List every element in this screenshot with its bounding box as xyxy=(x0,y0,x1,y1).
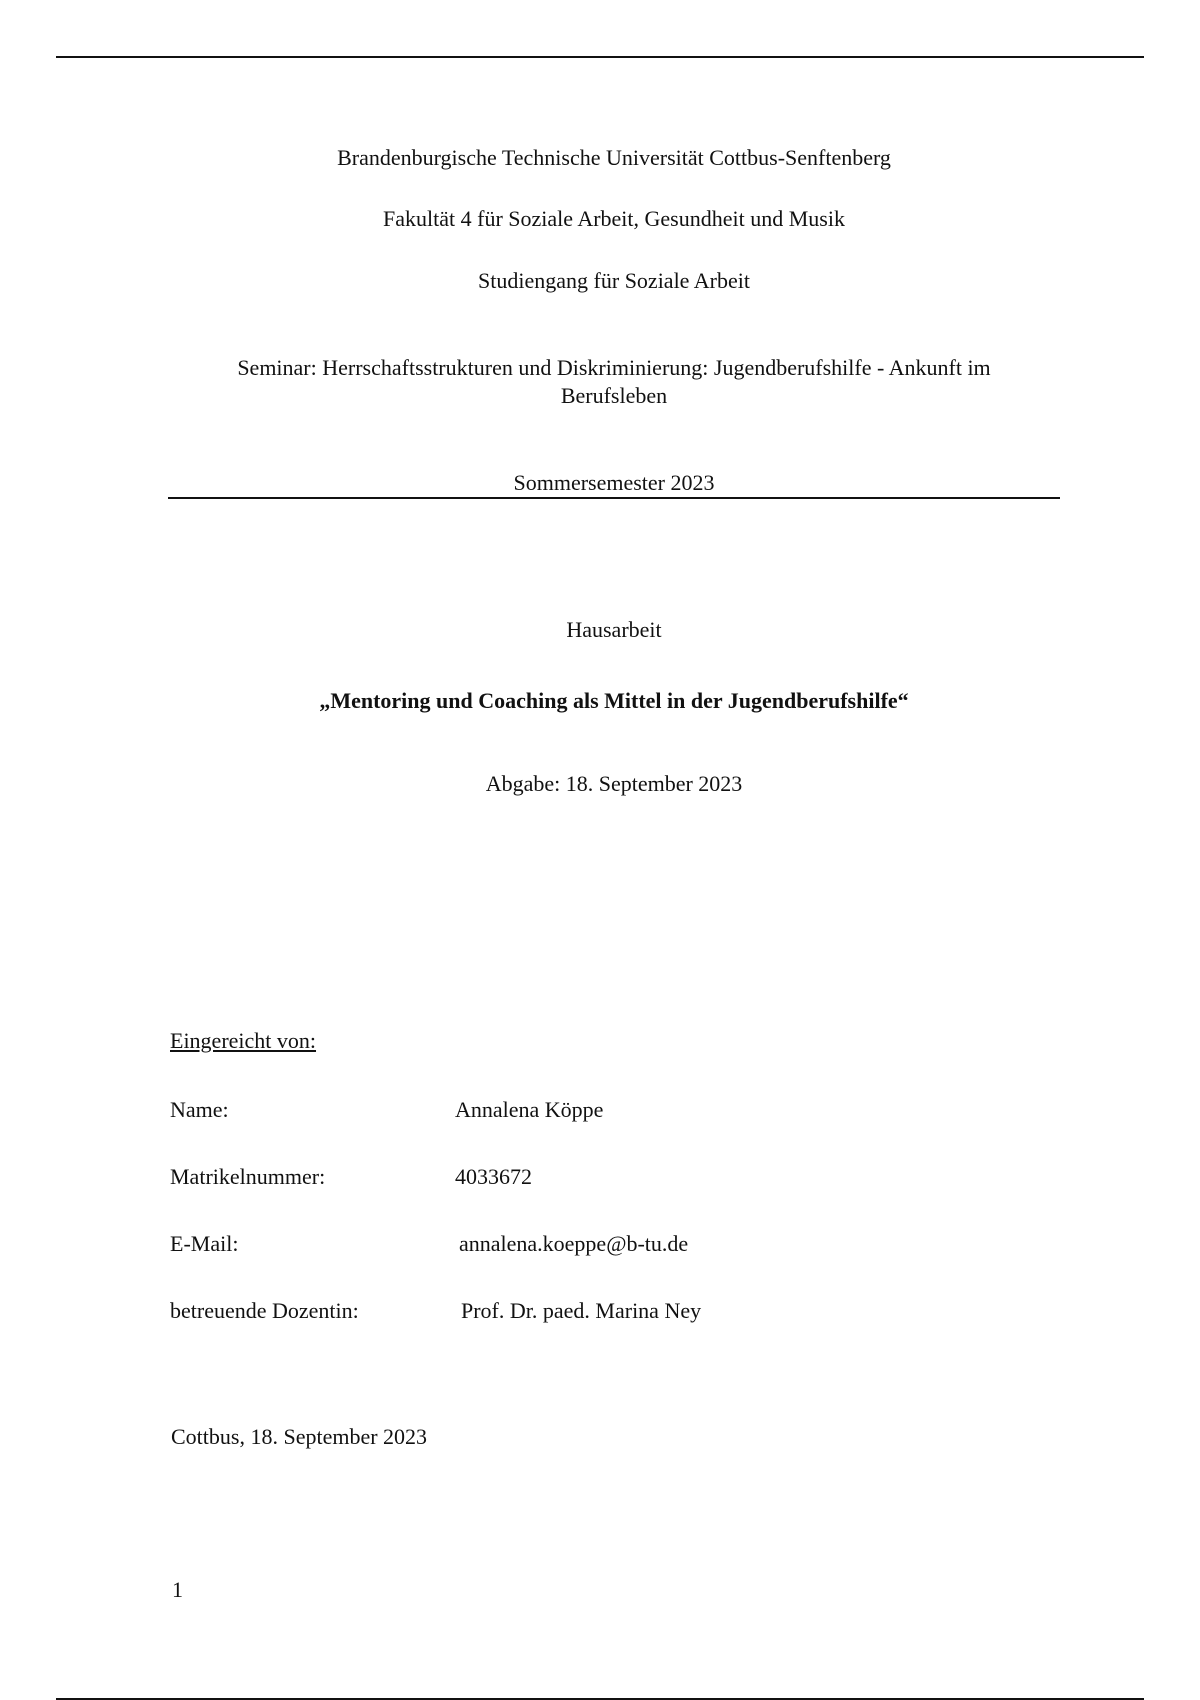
study-program: Studiengang für Soziale Arbeit xyxy=(478,268,750,293)
name-value: Annalena Köppe xyxy=(455,1097,604,1122)
section-rule xyxy=(168,497,1060,499)
submission-deadline: Abgabe: 18. September 2023 xyxy=(485,771,743,796)
seminar-title xyxy=(168,354,1060,410)
semester: Sommersemester 2023 xyxy=(513,470,715,495)
top-rule xyxy=(56,56,1144,58)
student-id-value: 4033672 xyxy=(455,1164,532,1189)
student-id-label: Matrikelnummer: xyxy=(170,1164,326,1189)
seminar-title-line-2: Berufsleben xyxy=(560,383,668,408)
email-value: annalena.koeppe@b-tu.de xyxy=(459,1231,689,1256)
submitted-by-heading: Eingereicht von: xyxy=(170,1028,317,1053)
page-number: 1 xyxy=(172,1577,183,1602)
email-label: E-Mail: xyxy=(170,1231,239,1256)
document-type: Hausarbeit xyxy=(566,617,662,642)
university-name: Brandenburgische Technische Universität Cottbus-Senftenberg xyxy=(337,145,891,170)
supervisor-value: Prof. Dr. paed. Marina Ney xyxy=(461,1298,702,1323)
document-title: „Mentoring und Coaching als Mittel in der Jugendberufshilfe“ xyxy=(319,688,909,713)
place-and-date: Cottbus, 18. September 2023 xyxy=(171,1424,428,1449)
name-label: Name: xyxy=(170,1097,229,1122)
supervisor-label: betreuende Dozentin: xyxy=(170,1298,359,1323)
faculty-name: Fakultät 4 für Soziale Arbeit, Gesundheit und Musik xyxy=(383,206,845,231)
seminar-title-line-1: Seminar: Herrschaftsstrukturen und Diskriminierung: Jugendberufshilfe - Ankunft im xyxy=(237,355,991,380)
